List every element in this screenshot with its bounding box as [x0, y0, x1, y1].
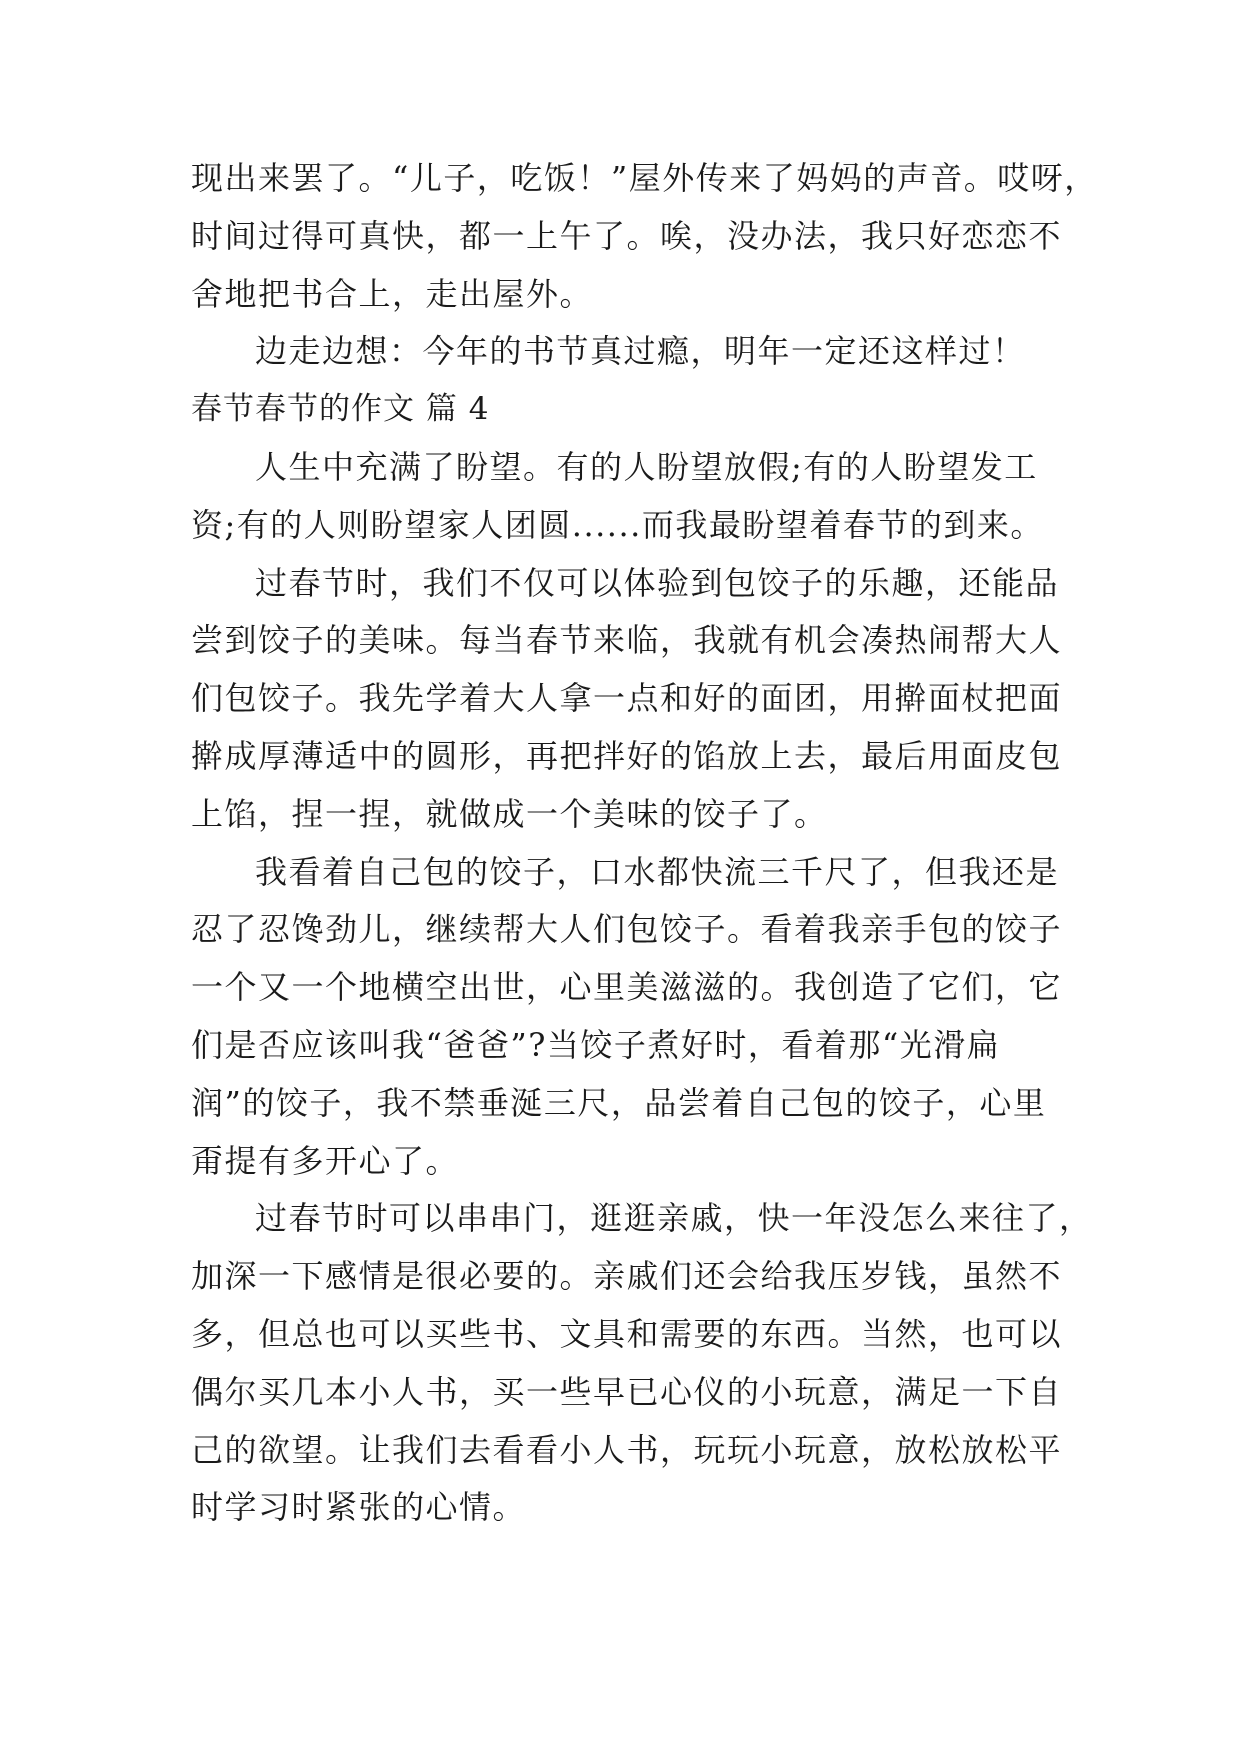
text-line: 润”的饺子，我不禁垂涎三尺，品尝着自己包的饺子，心里 [191, 1083, 1047, 1122]
text-line: 己的欲望。让我们去看看小人书，玩玩小玩意，放松放松平 [191, 1430, 1063, 1469]
text-line: 资;有的人则盼望家人团圆......而我最盼望着春节的到来。 [191, 505, 1044, 544]
text-line: 现出来罢了。“儿子，吃饭！”屋外传来了妈妈的声音。哎呀， [191, 159, 1098, 197]
text-line: 人生中充满了盼望。有的人盼望放假;有的人盼望发工 [255, 447, 1038, 486]
text-line: 舍地把书合上，走出屋外。 [191, 274, 594, 313]
paragraph [191, 439, 1051, 555]
text-line: 时学习时紧张的心情。 [191, 1488, 527, 1527]
paragraph [191, 1190, 1093, 1537]
section-title: 春节春节的作文 篇 4 [191, 391, 490, 428]
text-line: 擀成厚薄适中的圆形，再把拌好的馅放上去，最后用面皮包 [191, 736, 1063, 775]
paragraph [191, 555, 1063, 844]
text-line: 们包饺子。我先学着大人拿一点和好的面团，用擀面杖把面 [191, 679, 1063, 718]
text-line: 甭提有多开心了。 [191, 1141, 460, 1180]
text-line: 过春节时，我们不仅可以体验到包饺子的乐趣，还能品 [255, 563, 1060, 602]
text-line: 上馅，捏一捏，就做成一个美味的饺子了。 [191, 794, 828, 833]
text-line: 偶尔买几本小人书，买一些早已心仪的小玩意，满足一下自 [191, 1372, 1063, 1411]
text-line: 尝到饺子的美味。每当春节来临，我就有机会凑热闹帮大人 [191, 621, 1063, 660]
text-line: 们是否应该叫我“爸爸”?当饺子煮好时，看着那“光滑扁 [191, 1025, 1001, 1064]
text-line: 忍了忍馋劲儿，继续帮大人们包饺子。看着我亲手包的饺子 [191, 910, 1063, 949]
paragraph [191, 844, 1063, 1191]
text-line: 时间过得可真快，都一上午了。唉，没办法，我只好恋恋不 [191, 216, 1063, 255]
text-line: 加深一下感情是很必要的。亲戚们还会给我压岁钱，虽然不 [191, 1257, 1063, 1296]
paragraph-continuation [191, 150, 1098, 323]
paragraph [191, 323, 1051, 381]
document-body [191, 150, 1098, 1537]
text-line: 一个又一个地横空出世，心里美滋滋的。我创造了它们，它 [191, 968, 1063, 1007]
text-line: 多，但总也可以买些书、文具和需要的东西。当然，也可以 [191, 1314, 1063, 1353]
text-line: 我看着自己包的饺子，口水都快流三千尺了，但我还是 [255, 852, 1060, 891]
text-line: 过春节时可以串串门，逛逛亲戚，快一年没怎么来往了， [255, 1199, 1093, 1238]
text-line: 边走边想：今年的书节真过瘾，明年一定还这样过！ [255, 332, 1026, 371]
